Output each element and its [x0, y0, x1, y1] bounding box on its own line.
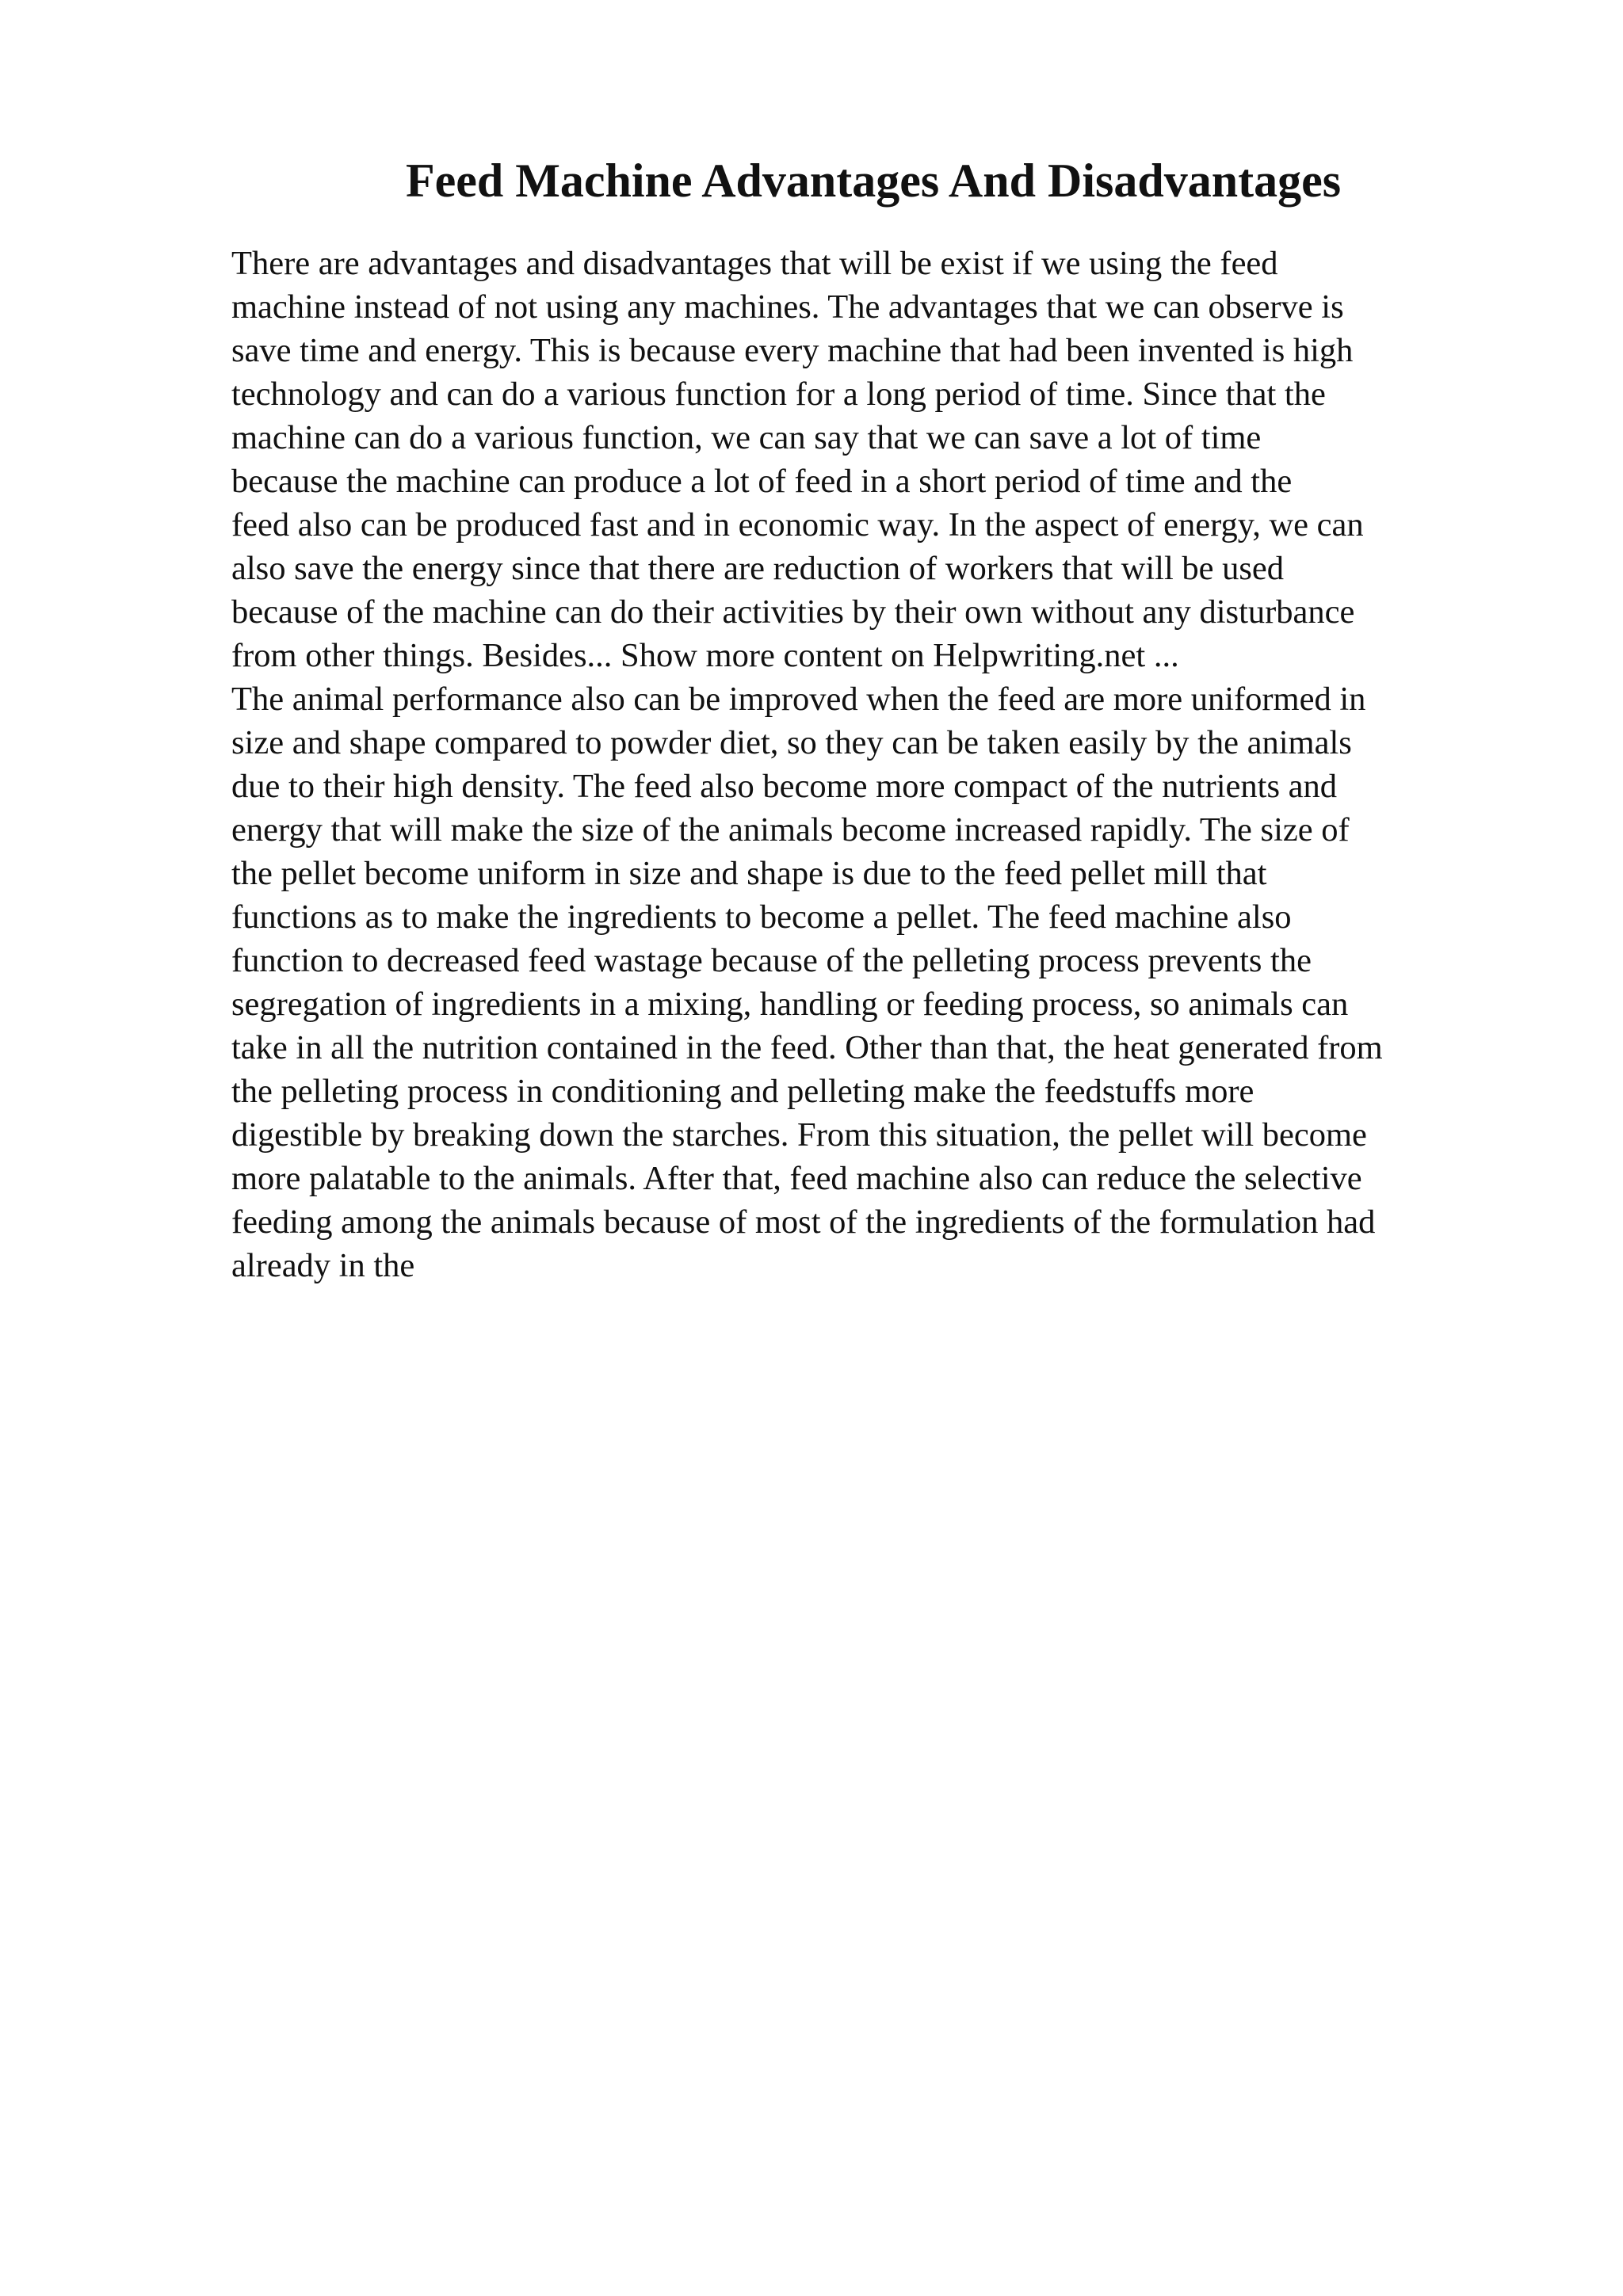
body-line: technology and can do a various function for a long period of time. Since that the — [231, 376, 1326, 413]
body-line: size and shape compared to powder diet, so they can be taken easily by the animals — [231, 724, 1352, 761]
body-line: take in all the nutrition contained in the feed. Other than that, the heat generated from — [231, 1029, 1383, 1066]
body-line: machine can do a various function, we can say that we can save a lot of time — [231, 419, 1262, 456]
body-line: already in the — [231, 1247, 415, 1284]
body-line: also save the energy since that there are reduction of workers that will be used — [231, 550, 1285, 587]
body-line: functions as to make the ingredients to become a pellet. The feed machine also — [231, 898, 1292, 936]
document-title: Feed Machine Advantages And Disadvantages — [405, 154, 1342, 207]
body-line: There are advantages and disadvantages that will be exist if we using the feed — [231, 245, 1278, 282]
body-line: because the machine can produce a lot of feed in a short period of time and the — [231, 463, 1293, 500]
body-line: from other things. Besides... Show more content on Helpwriting.net ... — [231, 637, 1179, 674]
body-line: machine instead of not using any machines. The advantages that we can observe is — [231, 288, 1344, 326]
document-body — [231, 242, 1531, 1287]
body-line: due to their high density. The feed also become more compact of the nutrients and — [231, 768, 1337, 805]
body-line: because of the machine can do their activities by their own without any disturbance — [231, 593, 1355, 631]
body-line: the pellet become uniform in size and shape is due to the feed pellet mill that — [231, 855, 1267, 892]
body-line: The animal performance also can be improved when the feed are more uniformed in — [231, 681, 1366, 718]
body-line: energy that will make the size of the animals become increased rapidly. The size of — [231, 811, 1350, 849]
body-line: more palatable to the animals. After that, feed machine also can reduce the selective — [231, 1160, 1362, 1197]
body-line: save time and energy. This is because every machine that had been invented is high — [231, 332, 1354, 369]
body-line: digestible by breaking down the starches. From this situation, the pellet will become — [231, 1116, 1367, 1154]
body-line: function to decreased feed wastage because of the pelleting process prevents the — [231, 942, 1312, 979]
body-line: feed also can be produced fast and in economic way. In the aspect of energy, we can — [231, 506, 1364, 543]
body-line: segregation of ingredients in a mixing, handling or feeding process, so animals can — [231, 986, 1349, 1023]
body-line: the pelleting process in conditioning and pelleting make the feedstuffs more — [231, 1073, 1254, 1110]
body-line: feeding among the animals because of most of the ingredients of the formulation had — [231, 1203, 1376, 1241]
